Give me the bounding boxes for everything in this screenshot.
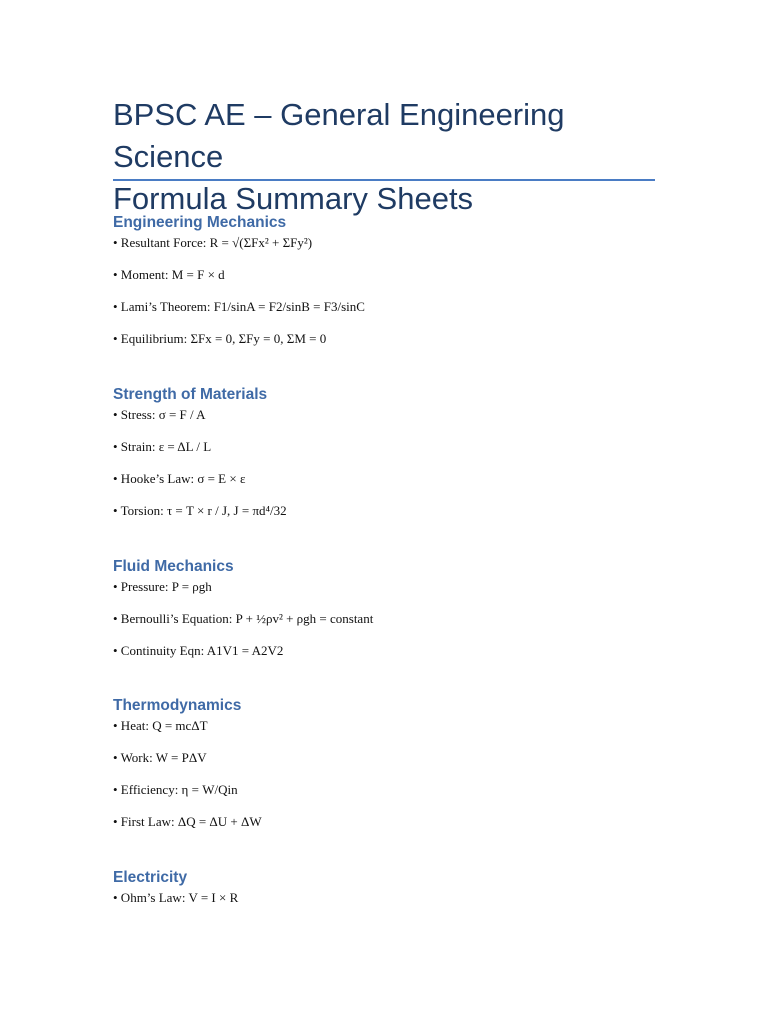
formula-item: • Lami’s Theorem: F1/sinA = F2/sinB = F3/sinC [113, 299, 365, 314]
section-electricity [113, 867, 713, 921]
document-title-line-1: BPSC AE – General Engineering Science [113, 97, 565, 174]
section-heading: Engineering Mechanics [113, 214, 287, 231]
section-fluid-mechanics [113, 556, 713, 674]
formula-item: • Continuity Eqn: A1V1 = A2V2 [113, 643, 284, 658]
formula-item: • First Law: ΔQ = ΔU + ΔW [113, 814, 262, 829]
formula-item: • Torsion: τ = T × r / J, J = πd⁴/32 [113, 503, 287, 518]
formula-item: • Stress: σ = F / A [113, 407, 206, 422]
title-underline [113, 179, 655, 181]
section-engineering-mechanics [113, 212, 713, 362]
formula-item: • Ohm’s Law: V = I × R [113, 890, 239, 905]
formula-item: • Efficiency: η = W/Qin [113, 782, 238, 797]
formula-item: • Moment: M = F × d [113, 267, 225, 282]
document-title [113, 94, 673, 220]
document-title-line-2: Formula Summary Sheets [113, 181, 474, 216]
formula-item: • Pressure: P = ρgh [113, 579, 212, 594]
section-heading: Thermodynamics [113, 697, 242, 714]
section-heading: Fluid Mechanics [113, 558, 234, 575]
formula-item: • Bernoulli’s Equation: P + ½ρv² + ρgh = constant [113, 611, 374, 626]
formula-item: • Resultant Force: R = √(ΣFx² + ΣFy²) [113, 235, 313, 250]
section-thermodynamics [113, 695, 713, 845]
formula-item: • Heat: Q = mcΔT [113, 718, 208, 733]
section-strength-of-materials [113, 384, 713, 534]
formula-item: • Work: W = PΔV [113, 750, 207, 765]
formula-item: • Strain: ε = ΔL / L [113, 439, 212, 454]
section-heading: Strength of Materials [113, 386, 268, 403]
formula-item: • Equilibrium: ΣFx = 0, ΣFy = 0, ΣM = 0 [113, 331, 327, 346]
formula-item: • Hooke’s Law: σ = E × ε [113, 471, 246, 486]
section-heading: Electricity [113, 869, 188, 886]
